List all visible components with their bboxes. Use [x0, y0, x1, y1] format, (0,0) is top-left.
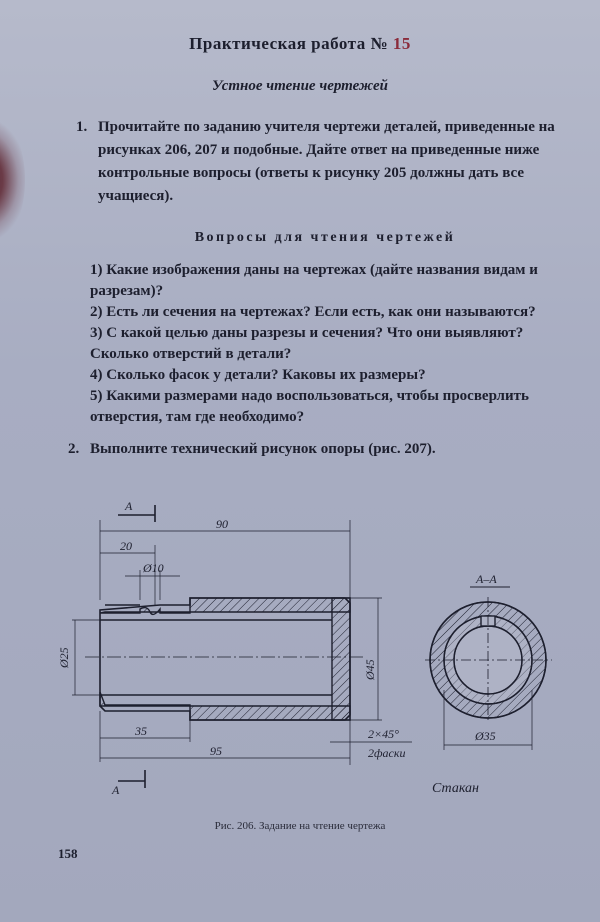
title-number: 15 [392, 34, 411, 53]
task-1-text: Прочитайте по заданию учителя чертежи деталей, приведенные на рисунках 206, 207 и подобные. Дайте ответ на приведенные ниже контрольные вопросы (ответы к рисунку 205 должны дать все учащиеся). [98, 119, 555, 204]
page-number: 158 [58, 846, 78, 861]
task-2-text: Выполните технический рисунок опоры (рис. 207). [90, 441, 436, 457]
question-item: 3) С какой целью даны разрезы и сечения? Что они выявляют? Сколько отверстий в детали? [90, 325, 524, 362]
task-2-number: 2. [68, 441, 80, 457]
chamfer-size: 2×45° [368, 727, 399, 741]
question-item: 4) Сколько фасок у детали? Каковы их размеры? [90, 367, 426, 383]
dim-95: 95 [210, 744, 222, 758]
dim-35: 35 [135, 724, 147, 738]
dim-d10: Ø10 [143, 561, 164, 575]
dim-20: 20 [120, 539, 132, 553]
section-title: А–А [476, 572, 497, 586]
dim-d45: Ø45 [363, 659, 377, 680]
bottom-wall [100, 692, 350, 720]
figure-caption: Рис. 206. Задание на чтение чертежа [214, 820, 386, 832]
dim-d35: Ø35 [475, 729, 496, 743]
question-item: 2) Есть ли сечения на чертежах? Если есть, как они называются? [90, 304, 536, 320]
section-mark-top: A [125, 499, 133, 513]
dim-d25: Ø25 [57, 647, 71, 668]
end-wall [332, 598, 350, 720]
subtitle: Устное чтение чертежей [211, 78, 389, 94]
part-name: Стакан [432, 781, 479, 796]
section-view [425, 587, 552, 750]
section-mark-bottom: A [112, 783, 120, 797]
questions-heading: Вопросы для чтения чертежей [194, 230, 456, 245]
question-item: 5) Какими размерами надо воспользоваться, чтобы просверлить отверстия, там где необходимо? [90, 388, 529, 425]
dim-90: 90 [216, 517, 228, 531]
title-text: Практическая работа № [189, 34, 389, 53]
chamfer-count: 2фаски [368, 746, 406, 760]
task-1-number: 1. [76, 119, 88, 135]
question-item: 1) Какие изображения даны на чертежах (дайте названия видам и разрезам)? [90, 262, 538, 299]
